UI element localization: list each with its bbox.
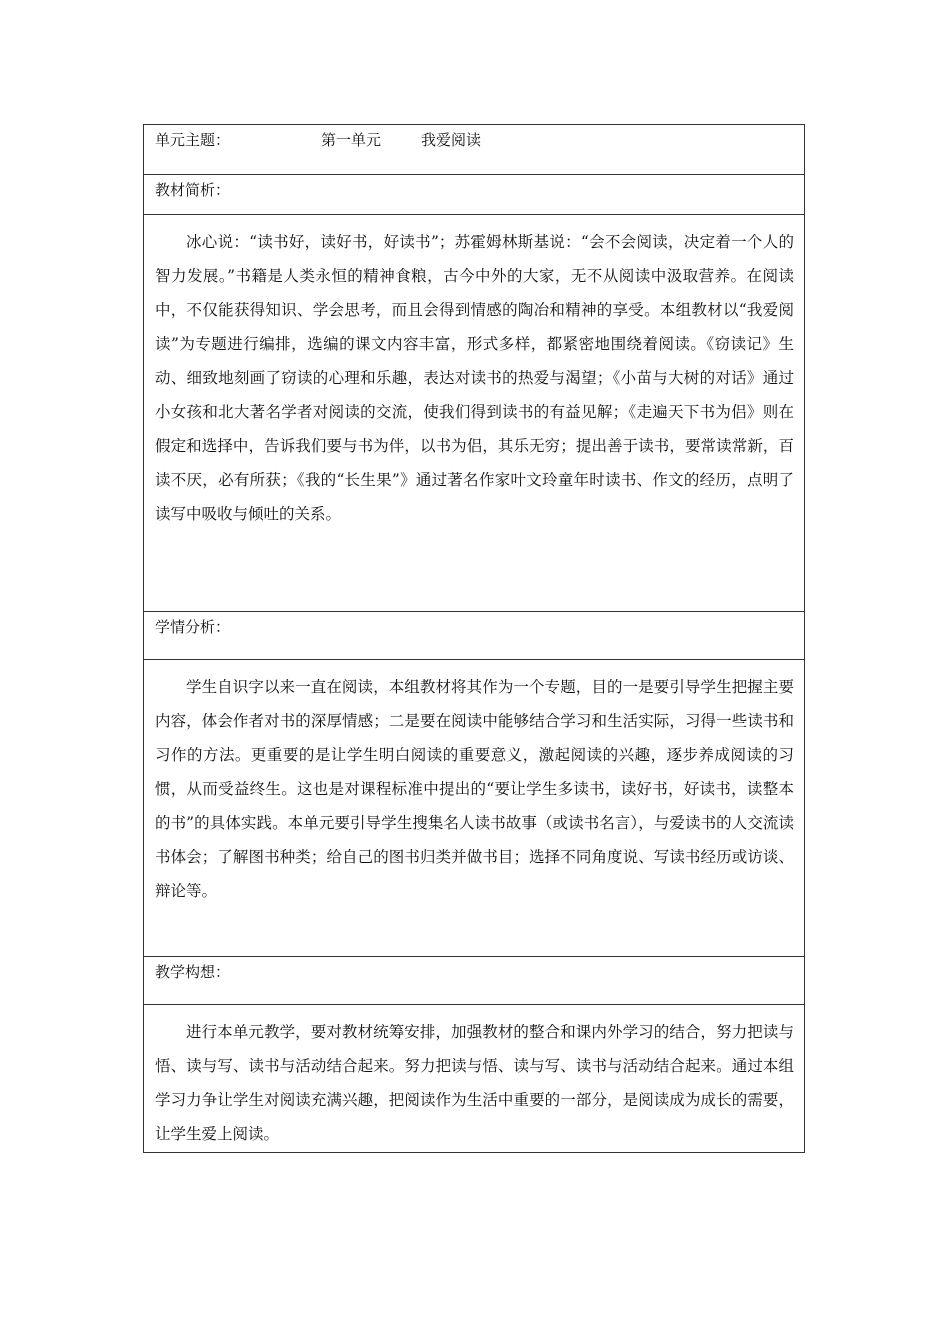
student-analysis-text: 学生自识字以来一直在阅读，本组教材将其作为一个专题，目的一是要引导学生把握主要内容，体会作者对书的深厚情感；二是要在阅读中能够结合学习和生活实际，习得一些读书和习作的方法。更重要的是让学生明白阅读的重要意义，激起阅读的兴趣，逐步养成阅读的习惯，从而受益终生。这也是对课程标准中提出的“要让学生多读书，读好书，好读书，读整本的书”的具体实践。本单元要引导学生搜集名人读书故事（或读书名言），与爱读书的人交流读书体会；了解图书种类；给自己的图书归类并做书目；选择不同角度说、写读书经历或访谈、辩论等。: [144, 660, 805, 957]
student-analysis-label-row: [144, 612, 805, 660]
section-label: 教材简析：: [144, 175, 805, 215]
textbook-analysis-text: 冰心说：“读书好，读好书，好读书”；苏霍姆林斯基说：“会不会阅读，决定着一个人的智力发展。”书籍是人类永恒的精神食粮，古今中外的大家，无不从阅读中汲取营养。在阅读中，不仅能获得知识、学会思考，而且会得到情感的陶冶和精神的享受。本组教材以“我爱阅读”为专题进行编排，选编的课文内容丰富，形式多样，都紧密地围绕着阅读。《窃读记》生动、细致地刻画了窃读的心理和乐趣，表达对读书的热爱与渴望；《小苗与大树的对话》通过小女孩和北大著名学者对阅读的交流，使我们得到读书的有益见解；《走遍天下书为侣》则在假定和选择中，告诉我们要与书为伴，以书为侣，其乐无穷；提出善于读书，要常读常新，百读不厌，必有所获；《我的“长生果”》通过著名作家叶文玲童年时读书、作文的经历，点明了读写中吸收与倾吐的关系。: [144, 215, 805, 612]
student-analysis-body-row: [144, 660, 805, 957]
unit-theme-row: [144, 125, 805, 175]
unit-plan-table: [143, 124, 805, 1153]
section-label: 学情分析：: [144, 612, 805, 660]
teaching-concept-text: 进行本单元教学，要对教材统筹安排，加强教材的整合和课内外学习的结合，努力把读与悟、读与写、读书与活动结合起来。努力把读与悟、读与写、读书与活动结合起来。通过本组学习力争让学生对阅读充满兴趣，把阅读作为生活中重要的一部分，是阅读成为成长的需要，让学生爱上阅读。: [144, 1005, 805, 1153]
section-label: 教学构想：: [144, 957, 805, 1005]
unit-theme-label: 单元主题：: [155, 131, 231, 149]
unit-number: 第一单元: [321, 131, 382, 149]
textbook-analysis-body-row: [144, 215, 805, 612]
teaching-concept-label-row: [144, 957, 805, 1005]
teaching-concept-body-row: [144, 1005, 805, 1153]
textbook-analysis-label-row: [144, 175, 805, 215]
unit-theme-title: 我爱阅读: [421, 131, 482, 149]
unit-theme-cell: [144, 125, 805, 175]
